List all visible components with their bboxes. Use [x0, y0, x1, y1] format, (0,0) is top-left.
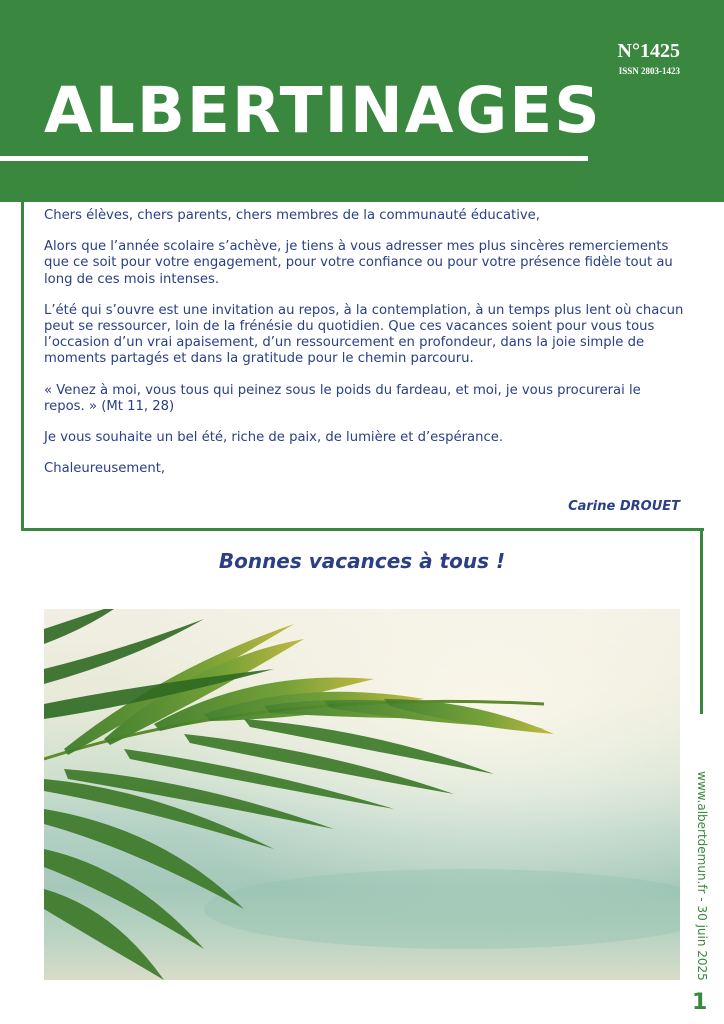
editorial-letter — [44, 208, 684, 492]
letter-greeting: Chers élèves, chers parents, chers membres de la communauté éducative, — [44, 208, 540, 223]
issn-label: ISSN 2803-1423 — [618, 66, 680, 76]
letter-quote: « Venez à moi, vous tous qui peinez sous le poids du fardeau, et moi, je vous procurerai le repos. » (Mt 11, 28) — [44, 382, 641, 414]
newsletter-title: ALBERTINAGES — [44, 74, 602, 147]
frame-line-left — [21, 202, 24, 530]
letter-paragraph: Alors que l’année scolaire s’achève, je tiens à vous adresser mes plus sincères remerciements que ce soit pour votre engagement, pour votre confiance ou pour votre présence fidèle tout au long de ces mois intenses. — [44, 239, 673, 287]
letter-signature: Carine DROUET — [568, 499, 680, 514]
title-underline — [0, 156, 588, 161]
website-date-label: www.albertdemun.fr - 30 juin 2025 — [695, 771, 709, 981]
letter-wish: Je vous souhaite un bel été, riche de paix, de lumière et d’espérance. — [44, 430, 504, 446]
holiday-message: Bonnes vacances à tous ! — [218, 549, 506, 573]
palm-leaf-illustration — [44, 609, 680, 980]
letter-paragraph: L’été qui s’ouvre est une invitation au repos, à la contemplation, à un temps plus lent où chacun peut se ressourcer, loin de la frénésie du quotidien. Que ces vacances soient pour vous tous l’occasion d’un vrai apaisement, d’un ressourcement en profondeur, dans la joie simple de moments partagés et dans la gratitude pour le chemin parcouru. — [44, 302, 684, 367]
palm-leaf-photo — [44, 609, 680, 980]
frame-line-bottom — [21, 528, 704, 531]
issue-number: N°1425 — [617, 40, 680, 62]
masthead — [0, 0, 724, 202]
page-number: 1 — [692, 990, 708, 1015]
letter-closing: Chaleureusement, — [44, 461, 166, 477]
